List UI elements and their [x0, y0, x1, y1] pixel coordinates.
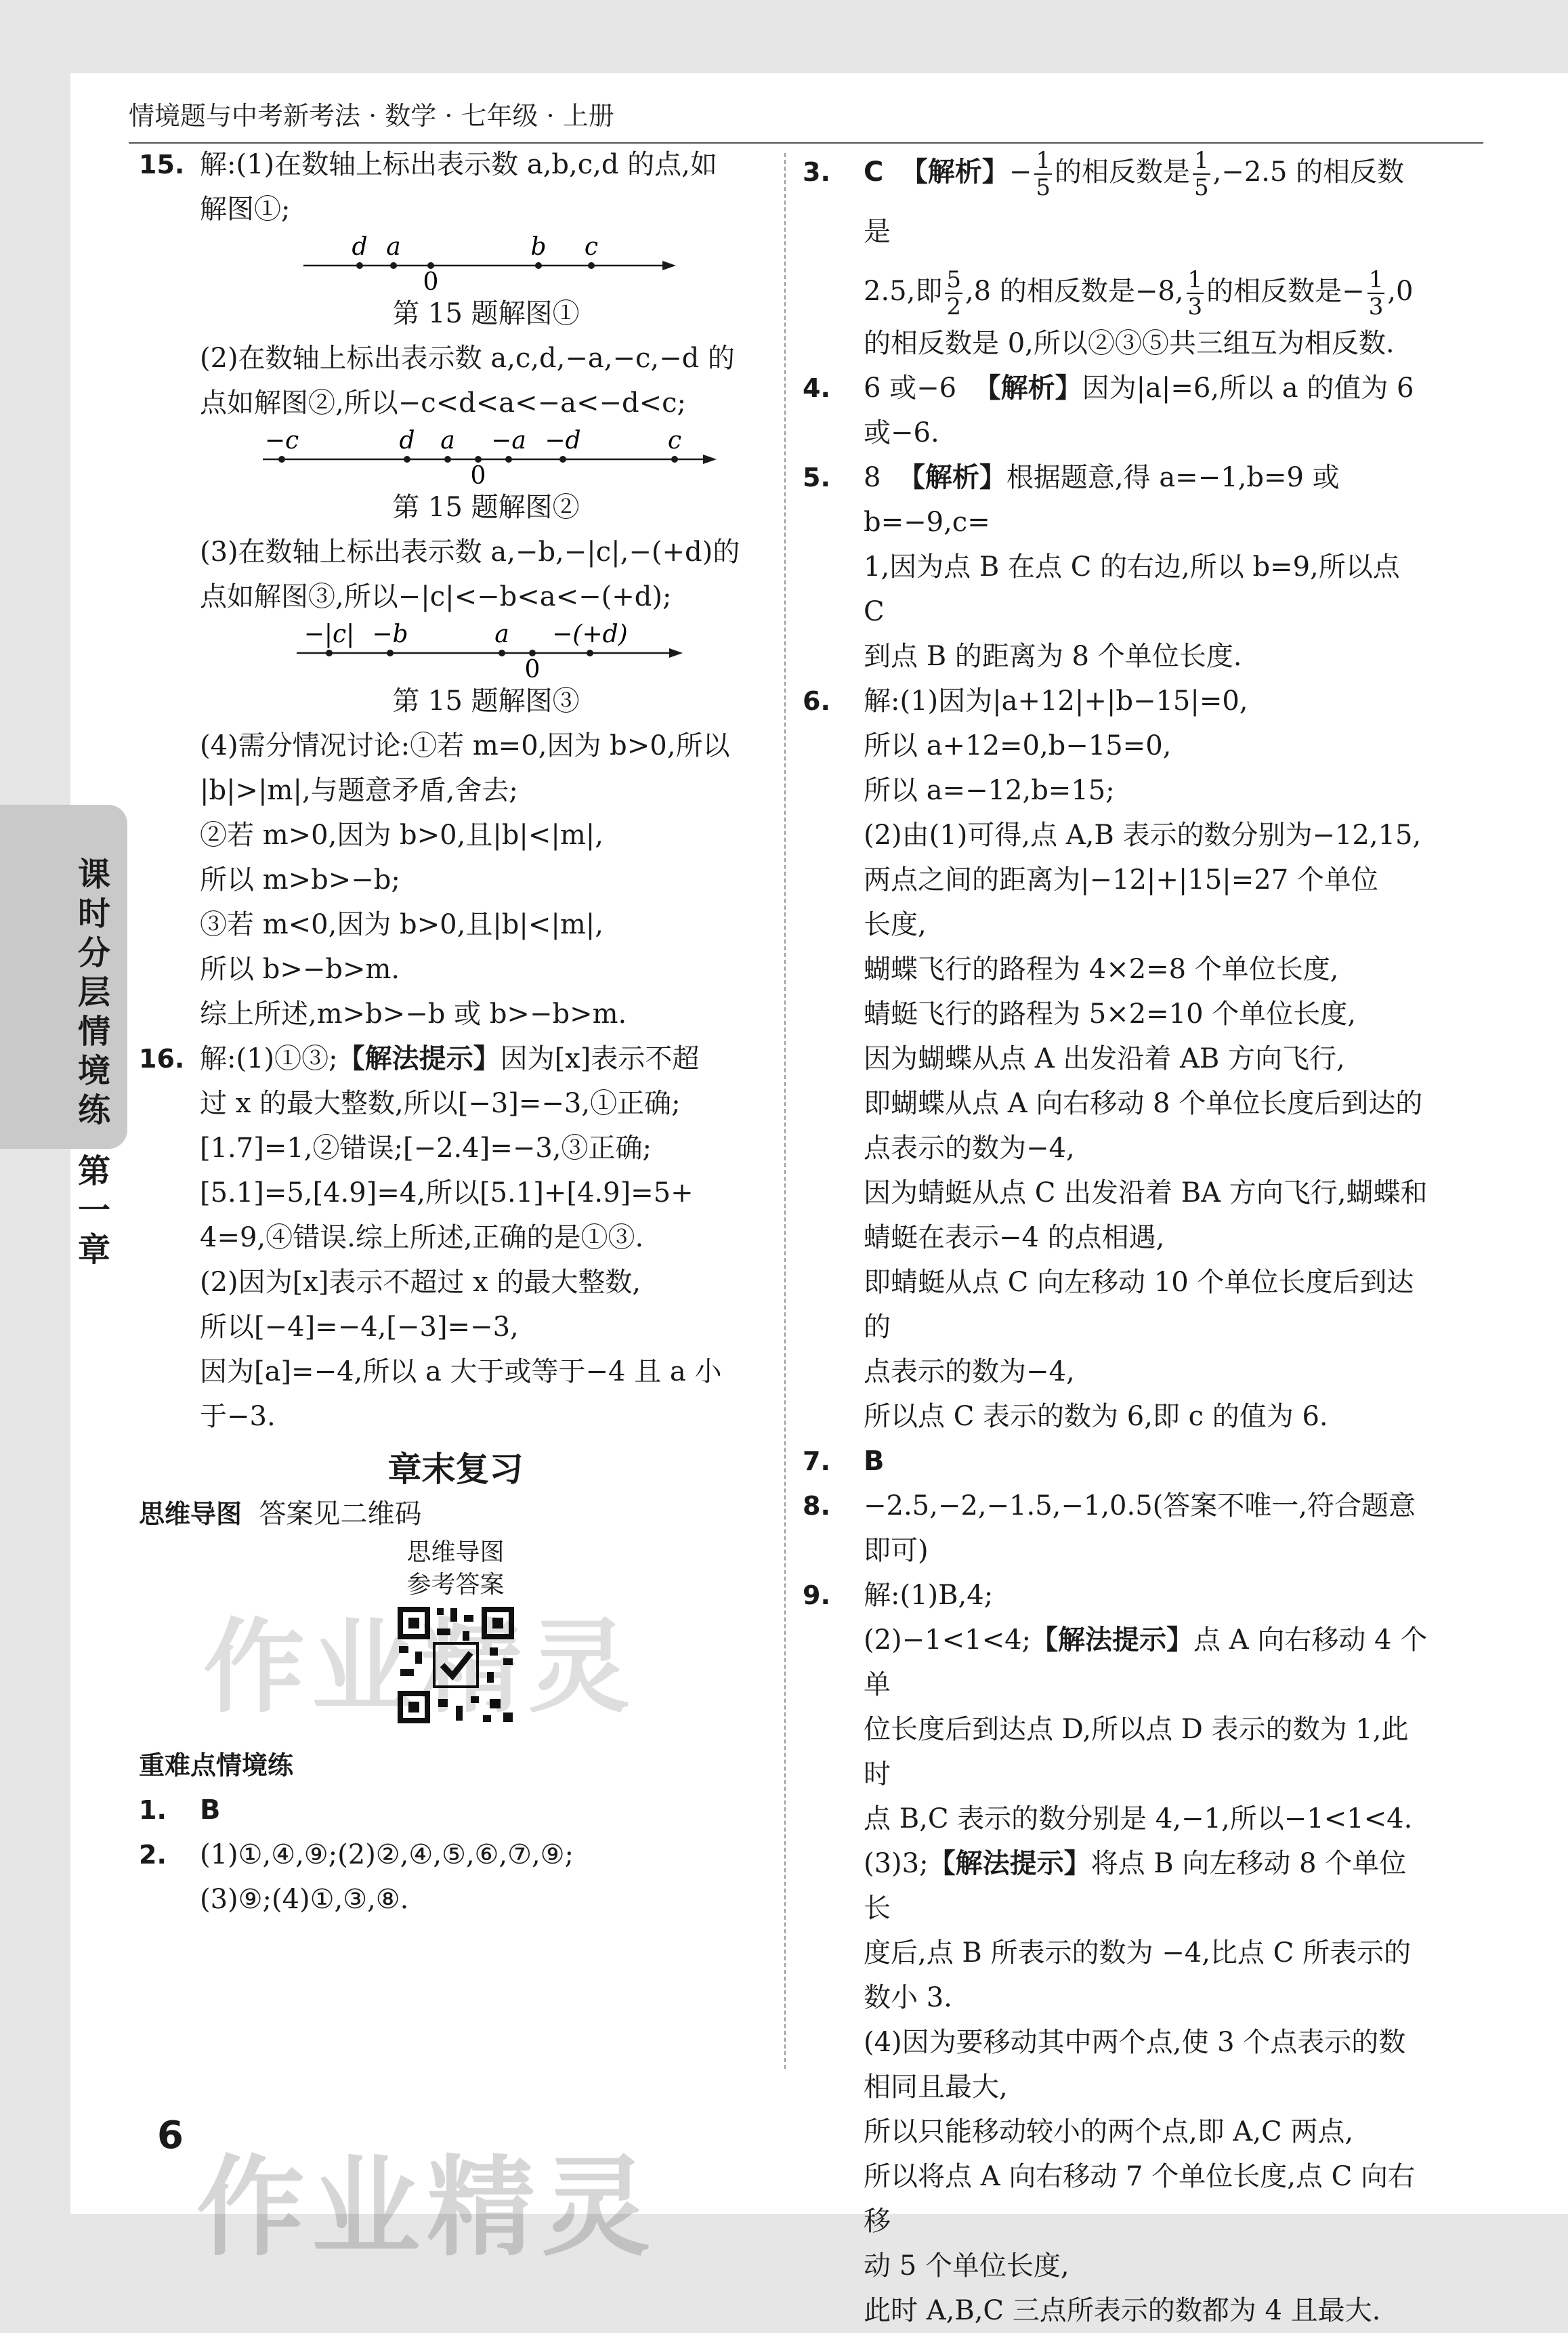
answer-line: 此时 A,B,C 三点所表示的数都为 4 且最大. [864, 2295, 1381, 2326]
question-15 [139, 142, 772, 1036]
section-subtitle: 重难点情境练 [139, 1750, 294, 1780]
answer-line: 相同且最大, [864, 2072, 1008, 2103]
question-number: 2. [139, 1840, 167, 1870]
point-neg-b [387, 650, 394, 656]
point-d [356, 262, 363, 269]
answer-line: 所以 b>−b>m. [200, 954, 400, 985]
answer-line: 因为蜻蜓从点 C 出发沿着 BA 方向飞行,蝴蝶和 [864, 1177, 1428, 1208]
point-neg-a [505, 456, 512, 463]
fraction [1034, 148, 1052, 201]
answer-line: 点表示的数为−4, [864, 1133, 1075, 1164]
number-line-figure-3 [290, 619, 683, 679]
point-label: −b [371, 621, 408, 648]
point-a [444, 456, 451, 463]
answer-line: 过 x 的最大整数,所以[−3]=−3,①正确; [200, 1088, 681, 1119]
question-number: 6. [803, 686, 830, 716]
question-number: 1. [139, 1795, 167, 1825]
answer-line: (1)①,④,⑨;(2)②,④,⑤,⑥,⑦,⑨; [200, 1839, 574, 1870]
analysis-tag: 【解析】 [900, 156, 1009, 188]
point-neg-d [559, 456, 566, 463]
zero-label: 0 [470, 462, 486, 485]
numerator: 1 [1036, 147, 1051, 174]
answer-line: 所以 a+12=0,b−15=0, [864, 730, 1172, 761]
answer-text: (2)−1<1<4; [864, 1624, 1032, 1656]
fraction [1193, 148, 1210, 201]
answer-line: 蜻蜓在表示−4 的点相遇, [864, 1222, 1165, 1253]
answer-line: 所以只能移动较小的两个点,即 A,C 两点, [864, 2116, 1354, 2147]
answer-line: (4)因为要移动其中两个点,使 3 个点表示的数 [864, 2027, 1406, 2058]
answer-text: 解:(1)①③; [200, 1043, 338, 1074]
answer-line: 数小 3. [864, 1982, 952, 2013]
answer-text: 6 或−6 [864, 373, 957, 404]
point-c [588, 262, 595, 269]
answer-line: (2)在数轴上标出表示数 a,c,d,−a,−c,−d 的 [200, 343, 735, 374]
question-3 [803, 142, 1429, 321]
review-answer-2 [139, 1832, 772, 1922]
point-label: −c [264, 427, 299, 455]
answer-line: 解:(1)因为|a+12|+|b−15|=0, [864, 686, 1248, 717]
answer-text: (3)3; [864, 1848, 929, 1879]
answer-line: 所以 m>b>−b; [200, 864, 400, 896]
answer-line: (3)在数轴上标出表示数 a,−b,−|c|,−(+d)的 [200, 537, 740, 568]
question-16 [139, 1036, 772, 1439]
answer-text: 2.5,即 [864, 276, 943, 307]
answer-line: ③若 m<0,因为 b>0,且|b|<|m|, [200, 909, 603, 940]
answer-text: 8 [864, 462, 881, 493]
question-8 [803, 1484, 1429, 1573]
page-number: 6 [157, 2114, 184, 2158]
point-label: a [385, 233, 401, 261]
point-label: c [667, 427, 681, 455]
answer-line: 或−6. [864, 417, 939, 448]
qr-caption: 思维导图 [406, 1538, 505, 1566]
answer-line [864, 366, 1429, 411]
answer-line: 于−3. [200, 1401, 276, 1432]
answer-text: 点 A 向右移动 4 个单 [864, 1624, 1428, 1700]
answer-text: 将点 B 向左移动 8 个单位长 [864, 1848, 1407, 1924]
point-a [390, 262, 397, 269]
answer-text: 的相反数是− [1206, 276, 1365, 307]
point-neg-abs-c [326, 650, 333, 656]
question-7 [803, 1439, 1429, 1484]
question-9 [803, 1573, 1429, 2333]
answer-line: 蜻蜓飞行的路程为 5×2=10 个单位长度, [864, 999, 1356, 1030]
point-label: d [398, 427, 415, 455]
answer-line: (3)⑨;(4)①,③,⑧. [200, 1884, 409, 1915]
answer-line: 所以点 C 表示的数为 6,即 c 的值为 6. [864, 1401, 1328, 1432]
numerator: 5 [946, 266, 961, 293]
denominator: 3 [1187, 293, 1203, 320]
answer-line: 点 B,C 表示的数分别是 4,−1,所以−1<1<4. [864, 1803, 1413, 1834]
answer-line [200, 1036, 772, 1081]
watermark: 作业精灵 [196, 2144, 658, 2271]
point-label: a [494, 621, 509, 648]
answer-line: 两点之间的距离为|−12|+|15|=27 个单位 [864, 864, 1378, 896]
answer-line: 到点 B 的距离为 8 个单位长度. [864, 641, 1242, 672]
fraction [945, 267, 962, 320]
question-5 [803, 455, 1429, 679]
answer-line: 点如解图②,所以−c<d<a<−a<−d<c; [200, 387, 687, 419]
numerator: 1 [1368, 266, 1384, 293]
figure-caption: 第 15 题解图② [392, 492, 580, 523]
answer-line: 点表示的数为−4, [864, 1356, 1075, 1387]
answer-line: [1.7]=1,②错误;[−2.4]=−3,③正确; [200, 1133, 652, 1164]
answer-line [864, 142, 1429, 261]
mindmap-text: 答案见二维码 [259, 1498, 422, 1530]
question-number: 15. [139, 150, 185, 180]
point-c [671, 456, 678, 463]
figure-caption: 第 15 题解图① [392, 298, 580, 329]
answer-line: 点如解图③,所以−|c|<−b<a<−(+d); [200, 581, 672, 612]
denominator: 5 [1036, 174, 1051, 201]
point-label: −a [490, 427, 526, 455]
side-tab-chapter: 第一章 [77, 1152, 110, 1269]
hint-tag: 【解法提示】 [1031, 1624, 1194, 1656]
arrow-head-icon [703, 455, 717, 464]
analysis-tag: 【解析】 [973, 373, 1082, 404]
answer-line: 位长度后到达点 D,所以点 D 表示的数为 1,此时 [864, 1714, 1409, 1790]
side-tab-label: 课时分层情境练 [77, 856, 110, 1129]
answer-line: 即蜻蜓从点 C 向左移动 10 个单位长度后到达的 [864, 1267, 1414, 1343]
question-number: 9. [803, 1580, 830, 1610]
question-number: 8. [803, 1491, 830, 1521]
arrow-head-icon [669, 648, 683, 658]
qr-caption: 参考答案 [406, 1571, 505, 1599]
question-number: 4. [803, 373, 830, 403]
review-answer-1 [139, 1788, 772, 1832]
answer-line: |b|>|m|,与题意矛盾,舍去; [200, 775, 518, 806]
analysis-tag: 【解析】 [897, 462, 1007, 493]
answer-line: 长度, [864, 909, 927, 940]
answer-line: 所以[−4]=−4,[−3]=−3, [200, 1311, 519, 1343]
question-number: 3. [803, 157, 830, 187]
mindmap-line [139, 1492, 772, 1536]
column-divider [784, 153, 786, 2069]
zero-label: 0 [423, 268, 438, 291]
answer-text: 的相反数是 [1054, 156, 1190, 188]
answer-line: 即可) [864, 1535, 929, 1566]
answer-line: (2)因为[x]表示不超过 x 的最大整数, [200, 1267, 641, 1298]
answer-choice: B [864, 1446, 885, 1477]
page-header: 情境题与中考新考法 · 数学 · 七年级 · 上册 [129, 101, 614, 131]
answer-line [864, 261, 1429, 321]
numerator: 1 [1193, 147, 1209, 174]
answer-line: −2.5,−2,−1.5,−1,0.5(答案不唯一,符合题意 [864, 1490, 1416, 1521]
point-label: b [530, 233, 547, 261]
answer-line: 所以将点 A 向右移动 7 个单位长度,点 C 向右移 [864, 2161, 1415, 2237]
answer-line: 1,因为点 B 在点 C 的右边,所以 b=9,所以点 C [864, 551, 1400, 627]
answer-line: 蝴蝶飞行的路程为 4×2=8 个单位长度, [864, 954, 1339, 985]
fraction [1368, 267, 1385, 320]
answer-line: 解:(1)B,4; [864, 1580, 994, 1611]
answer-text: 因为[x]表示不超 [500, 1043, 700, 1074]
answer-line: 解:(1)在数轴上标出表示数 a,b,c,d 的点,如 [200, 149, 717, 180]
question-3-cont [803, 321, 1429, 366]
point-d [404, 456, 410, 463]
answer-choice: C [864, 156, 884, 188]
answer-line: [5.1]=5,[4.9]=4,所以[5.1]+[4.9]=5+ [200, 1177, 694, 1208]
point-label: −(+d) [551, 621, 628, 648]
answer-line: 因为蝴蝶从点 A 出发沿着 AB 方向飞行, [864, 1043, 1345, 1074]
answer-text: 因为|a|=6,所以 a 的值为 6 [1082, 373, 1414, 404]
point-neg-c [278, 456, 285, 463]
denominator: 5 [1193, 174, 1209, 201]
denominator: 2 [946, 293, 961, 320]
answer-line: 因为[a]=−4,所以 a 大于或等于−4 且 a 小 [200, 1356, 722, 1387]
answer-line [864, 1841, 1429, 1931]
answer-line: 所以 a=−12,b=15; [864, 775, 1115, 806]
point-label: a [440, 427, 455, 455]
answer-line: (4)需分情况讨论:①若 m=0,因为 b>0,所以 [200, 730, 730, 761]
number-line-figure-2 [256, 425, 717, 485]
section-title: 章末复习 [387, 1450, 524, 1489]
hint-tag: 【解法提示】 [928, 1848, 1091, 1879]
right-column [803, 142, 1429, 2333]
question-number: 7. [803, 1446, 830, 1476]
hint-tag: 【解法提示】 [337, 1043, 501, 1074]
number-line-figure-1 [297, 232, 676, 291]
watermark: 作业精灵 [203, 1609, 637, 1727]
answer-text: ,0 [1387, 276, 1414, 307]
figure-caption: 第 15 题解图③ [392, 686, 580, 717]
answer-line: 4=9,④错误.综上所述,正确的是①③. [200, 1222, 644, 1253]
point-neg-plus-d [587, 650, 593, 656]
answer-line: (2)由(1)可得,点 A,B 表示的数分别为−12,15, [864, 820, 1422, 851]
question-4 [803, 366, 1429, 455]
question-number: 5. [803, 463, 830, 492]
answer-line: ②若 m>0,因为 b>0,且|b|<|m|, [200, 820, 603, 851]
point-label: −d [544, 427, 581, 455]
top-margin [0, 0, 1568, 73]
point-b [535, 262, 542, 269]
numerator: 1 [1187, 266, 1203, 293]
answer-line [864, 1618, 1429, 1707]
arrow-head-icon [662, 261, 676, 270]
answer-text: 根据题意,得 a=−1,b=9 或 b=−9,c= [864, 462, 1340, 538]
answer-line: 动 5 个单位长度, [864, 2250, 1069, 2282]
zero-label: 0 [524, 656, 540, 679]
answer-line: 的相反数是 0,所以②③⑤共三组互为相反数. [864, 328, 1395, 359]
answer-text: ,−2.5 的相反数是 [864, 156, 1405, 247]
question-number: 16. [139, 1044, 185, 1074]
answer-choice: B [200, 1794, 221, 1826]
denominator: 3 [1368, 293, 1384, 320]
point-label: −|c| [303, 621, 354, 648]
point-label: c [584, 233, 598, 261]
answer-line [864, 455, 1429, 545]
point-a [499, 650, 505, 656]
answer-line: 度后,点 B 所表示的数为 −4,比点 C 所表示的 [864, 1937, 1411, 1969]
point-label: d [351, 233, 368, 261]
answer-line: 综上所述,m>b>−b 或 b>−b>m. [200, 999, 627, 1030]
answer-line: 解图①; [200, 194, 291, 225]
mindmap-label: 思维导图 [139, 1499, 242, 1529]
fraction [1187, 267, 1204, 320]
question-6 [803, 679, 1429, 1439]
answer-text: ,8 的相反数是−8, [965, 276, 1184, 307]
answer-text: − [1009, 156, 1032, 188]
answer-line: 即蝴蝶从点 A 向右移动 8 个单位长度后到达的 [864, 1088, 1423, 1119]
